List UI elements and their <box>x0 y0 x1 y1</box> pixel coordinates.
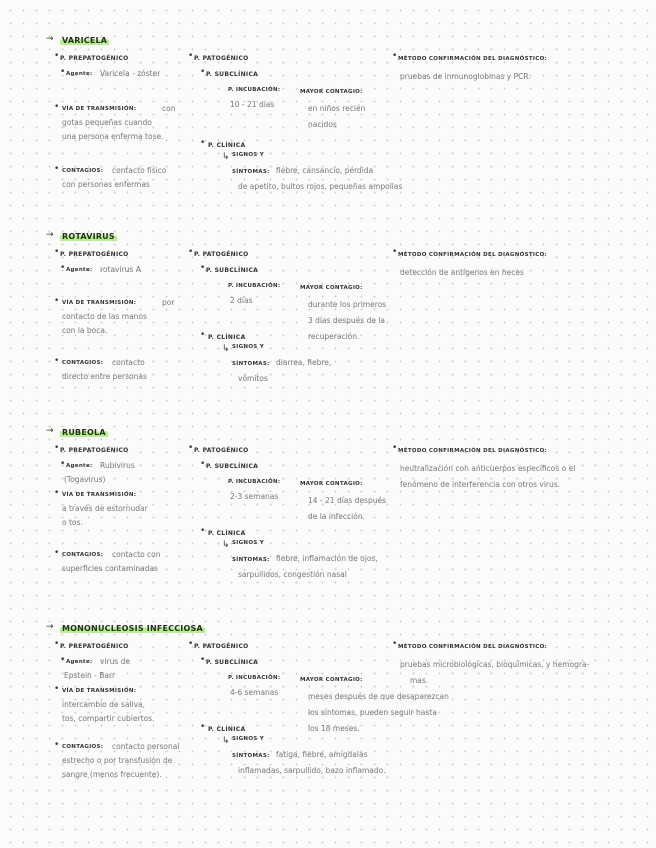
bullet-icon: • <box>54 684 60 694</box>
corner-arrow-icon: ↳ <box>222 344 230 354</box>
transmission-label: VÍA DE TRANSMISIÓN: <box>62 300 137 306</box>
peak-contagion-value: nacidos <box>308 120 337 129</box>
peak-contagion-value: meses después de que desaparezcan <box>308 692 449 701</box>
diagnosis-value: pruebas de inmunoglobinas y PCR. <box>400 72 531 81</box>
bullet-icon: • <box>200 459 206 469</box>
prepatogenic-heading: P. PREPATOGÉNICO <box>60 55 129 62</box>
diagnosis-value: detección de antígenos en heces <box>400 268 524 277</box>
symptoms-label: SÍNTOMAS: <box>232 557 270 563</box>
bullet-icon: • <box>200 655 206 665</box>
incubation-value: 10 - 21 días <box>230 100 275 109</box>
corner-arrow-icon: ↳ <box>222 152 230 162</box>
bullet-icon: • <box>392 51 398 61</box>
arrow-right-icon: → <box>46 426 54 436</box>
diagnosis-label: MÉTODO CONFIRMACIÓN DEL DIAGNÓSTICO: <box>398 56 548 62</box>
clinical-heading: P. CLÍNICA <box>208 142 246 149</box>
peak-contagion-value: de la infección. <box>308 512 365 521</box>
incubation-value: 4-6 semanas <box>230 688 279 697</box>
incubation-label: P. INCUBACIÓN: <box>228 283 281 289</box>
transmission-value: una persona enferma tose. <box>62 132 164 141</box>
symptoms-value: inflamadas, sarpullido, bazo inflamado. <box>238 766 386 775</box>
bullet-icon: • <box>60 67 66 77</box>
pathogenic-heading: P. PATOGÉNICO <box>194 251 249 258</box>
bullet-icon: • <box>54 102 60 112</box>
subclinical-heading: P. SUBCLÍNICA <box>206 463 259 470</box>
transmission-value: por <box>162 298 175 307</box>
disease-title: RUBEOLA <box>62 428 106 437</box>
transmission-label: VÍA DE TRANSMISIÓN: <box>62 688 137 694</box>
bullet-icon: • <box>54 488 60 498</box>
transmission-value: contacto de las manos <box>62 312 147 321</box>
bullet-icon: • <box>200 526 206 536</box>
agent-value: rotavirus A <box>100 265 141 274</box>
diagnosis-label: MÉTODO CONFIRMACIÓN DEL DIAGNÓSTICO: <box>398 448 548 454</box>
symptoms-value: vómitos <box>238 374 268 383</box>
bullet-icon: • <box>200 138 206 148</box>
bullet-icon: • <box>188 51 194 61</box>
bullet-icon: • <box>54 639 60 649</box>
symptoms-value: sarpullidos, congestión nasal <box>238 570 347 579</box>
contagion-value: superficies contaminadas <box>62 564 158 573</box>
contagion-value: estrecho o por transfusión de <box>62 756 173 765</box>
bullet-icon: • <box>54 443 60 453</box>
contagion-label: CONTAGIOS: <box>62 744 104 750</box>
subclinical-heading: P. SUBCLÍNICA <box>206 659 259 666</box>
transmission-value: intercambio de saliva, <box>62 700 146 709</box>
bullet-icon: • <box>54 740 60 750</box>
symptoms-label: SÍNTOMAS: <box>232 753 270 759</box>
bullet-icon: • <box>200 67 206 77</box>
bullet-icon: • <box>188 247 194 257</box>
symptoms-value: fiebre, cansancio, pérdida <box>276 166 374 175</box>
bullet-icon: • <box>188 443 194 453</box>
symptoms-value: diarrea, fiebre, <box>276 358 332 367</box>
bullet-icon: • <box>392 443 398 453</box>
contagion-value: sangre (menos frecuente). <box>62 770 162 779</box>
bullet-icon: • <box>54 51 60 61</box>
pathogenic-heading: P. PATOGÉNICO <box>194 447 249 454</box>
diagnosis-value: fenómeno de interferencia con otros virus. <box>400 480 561 489</box>
contagion-value: contacto físico <box>112 166 167 175</box>
transmission-value: a través de estornudar <box>62 504 148 513</box>
incubation-label: P. INCUBACIÓN: <box>228 479 281 485</box>
contagion-value: contacto personal <box>112 742 180 751</box>
incubation-label: P. INCUBACIÓN: <box>228 87 281 93</box>
bullet-icon: • <box>60 459 66 469</box>
peak-contagion-value: recuperación. <box>308 332 360 341</box>
bullet-icon: • <box>60 263 66 273</box>
corner-arrow-icon: ↳ <box>222 736 230 746</box>
agent-label: Agente: <box>66 463 93 469</box>
peak-contagion-value: 14 - 21 días después <box>308 496 386 505</box>
bullet-icon: • <box>200 722 206 732</box>
bullet-icon: • <box>60 655 66 665</box>
diagnosis-label: MÉTODO CONFIRMACIÓN DEL DIAGNÓSTICO: <box>398 644 548 650</box>
contagion-value: contacto con <box>112 550 161 559</box>
subclinical-heading: P. SUBCLÍNICA <box>206 71 259 78</box>
corner-arrow-icon: ↳ <box>222 540 230 550</box>
peak-contagion-value: durante los primeros <box>308 300 387 309</box>
diagnosis-label: MÉTODO CONFIRMACIÓN DEL DIAGNÓSTICO: <box>398 252 548 258</box>
pathogenic-heading: P. PATOGÉNICO <box>194 643 249 650</box>
symptoms-label: SÍNTOMAS: <box>232 361 270 367</box>
transmission-value: tos, compartir cubiertos. <box>62 714 155 723</box>
peak-contagion-label: MAYOR CONTAGIO: <box>300 89 363 95</box>
contagion-value: con personas enfermas <box>62 180 150 189</box>
agent-label: Agente: <box>66 71 93 77</box>
incubation-label: P. INCUBACIÓN: <box>228 675 281 681</box>
incubation-value: 2-3 semanas <box>230 492 279 501</box>
agent-label: Agente: <box>66 267 93 273</box>
peak-contagion-value: en niños recién <box>308 104 366 113</box>
peak-contagion-label: MAYOR CONTAGIO: <box>300 285 363 291</box>
prepatogenic-heading: P. PREPATOGÉNICO <box>60 447 129 454</box>
clinical-heading: P. CLÍNICA <box>208 334 246 341</box>
contagion-value: directo entre personas <box>62 372 147 381</box>
arrow-right-icon: → <box>46 34 54 44</box>
contagion-label: CONTAGIOS: <box>62 360 104 366</box>
symptoms-value: fiebre, inflamación de ojos, <box>276 554 378 563</box>
incubation-value: 2 días <box>230 296 253 305</box>
prepatogenic-heading: P. PREPATOGÉNICO <box>60 251 129 258</box>
peak-contagion-value: los 18 meses. <box>308 724 360 733</box>
prepatogenic-heading: P. PREPATOGÉNICO <box>60 643 129 650</box>
contagion-label: CONTAGIOS: <box>62 552 104 558</box>
agent-value: Rubivirus <box>100 461 135 470</box>
agent-value: (Togavirus) <box>64 475 106 484</box>
diagnosis-value: neutralización con anticuerpos específicos o el <box>400 464 576 473</box>
transmission-value: con <box>162 104 176 113</box>
symptoms-value: fatiga, fiebre, amígdalas <box>276 750 368 759</box>
peak-contagion-label: MAYOR CONTAGIO: <box>300 677 363 683</box>
diagnosis-value: pruebas microbiológicas, bioquímicas, y hemogra- <box>400 660 590 669</box>
bullet-icon: • <box>392 639 398 649</box>
transmission-value: gotas pequeñas cuando <box>62 118 152 127</box>
disease-title: ROTAVIRUS <box>62 232 115 241</box>
agent-value: Varicela - zóster <box>100 69 161 78</box>
bullet-icon: • <box>54 247 60 257</box>
disease-title: VARICELA <box>62 36 108 45</box>
bullet-icon: • <box>54 356 60 366</box>
bullet-icon: • <box>54 548 60 558</box>
signs-label: SIGNOS Y <box>232 152 265 158</box>
diagnosis-value: mas. <box>410 676 429 685</box>
subclinical-heading: P. SUBCLÍNICA <box>206 267 259 274</box>
signs-label: SIGNOS Y <box>232 540 265 546</box>
bullet-icon: • <box>200 263 206 273</box>
clinical-heading: P. CLÍNICA <box>208 726 246 733</box>
bullet-icon: • <box>54 164 60 174</box>
bullet-icon: • <box>54 296 60 306</box>
transmission-value: con la boca. <box>62 326 108 335</box>
arrow-right-icon: → <box>46 230 54 240</box>
contagion-label: CONTAGIOS: <box>62 168 104 174</box>
peak-contagion-value: los síntomas, pueden seguir hasta <box>308 708 437 717</box>
bullet-icon: • <box>392 247 398 257</box>
signs-label: SIGNOS Y <box>232 344 265 350</box>
agent-value: virus de <box>100 657 131 666</box>
transmission-label: VÍA DE TRANSMISIÓN: <box>62 106 137 112</box>
disease-title: MONONUCLEOSIS INFECCIOSA <box>62 624 203 633</box>
arrow-right-icon: → <box>46 622 54 632</box>
agent-label: Agente: <box>66 659 93 665</box>
signs-label: SIGNOS Y <box>232 736 265 742</box>
pathogenic-heading: P. PATOGÉNICO <box>194 55 249 62</box>
agent-value: Epstein - Barr <box>64 671 116 680</box>
bullet-icon: • <box>200 330 206 340</box>
bullet-icon: • <box>188 639 194 649</box>
peak-contagion-value: 3 días después de la <box>308 316 386 325</box>
transmission-label: VÍA DE TRANSMISIÓN: <box>62 492 137 498</box>
peak-contagion-label: MAYOR CONTAGIO: <box>300 481 363 487</box>
transmission-value: o tos. <box>62 518 83 527</box>
symptoms-value: de apetito, bultos rojos, pequeñas ampollas <box>238 182 403 191</box>
clinical-heading: P. CLÍNICA <box>208 530 246 537</box>
contagion-value: contacto <box>112 358 145 367</box>
symptoms-label: SÍNTOMAS: <box>232 169 270 175</box>
